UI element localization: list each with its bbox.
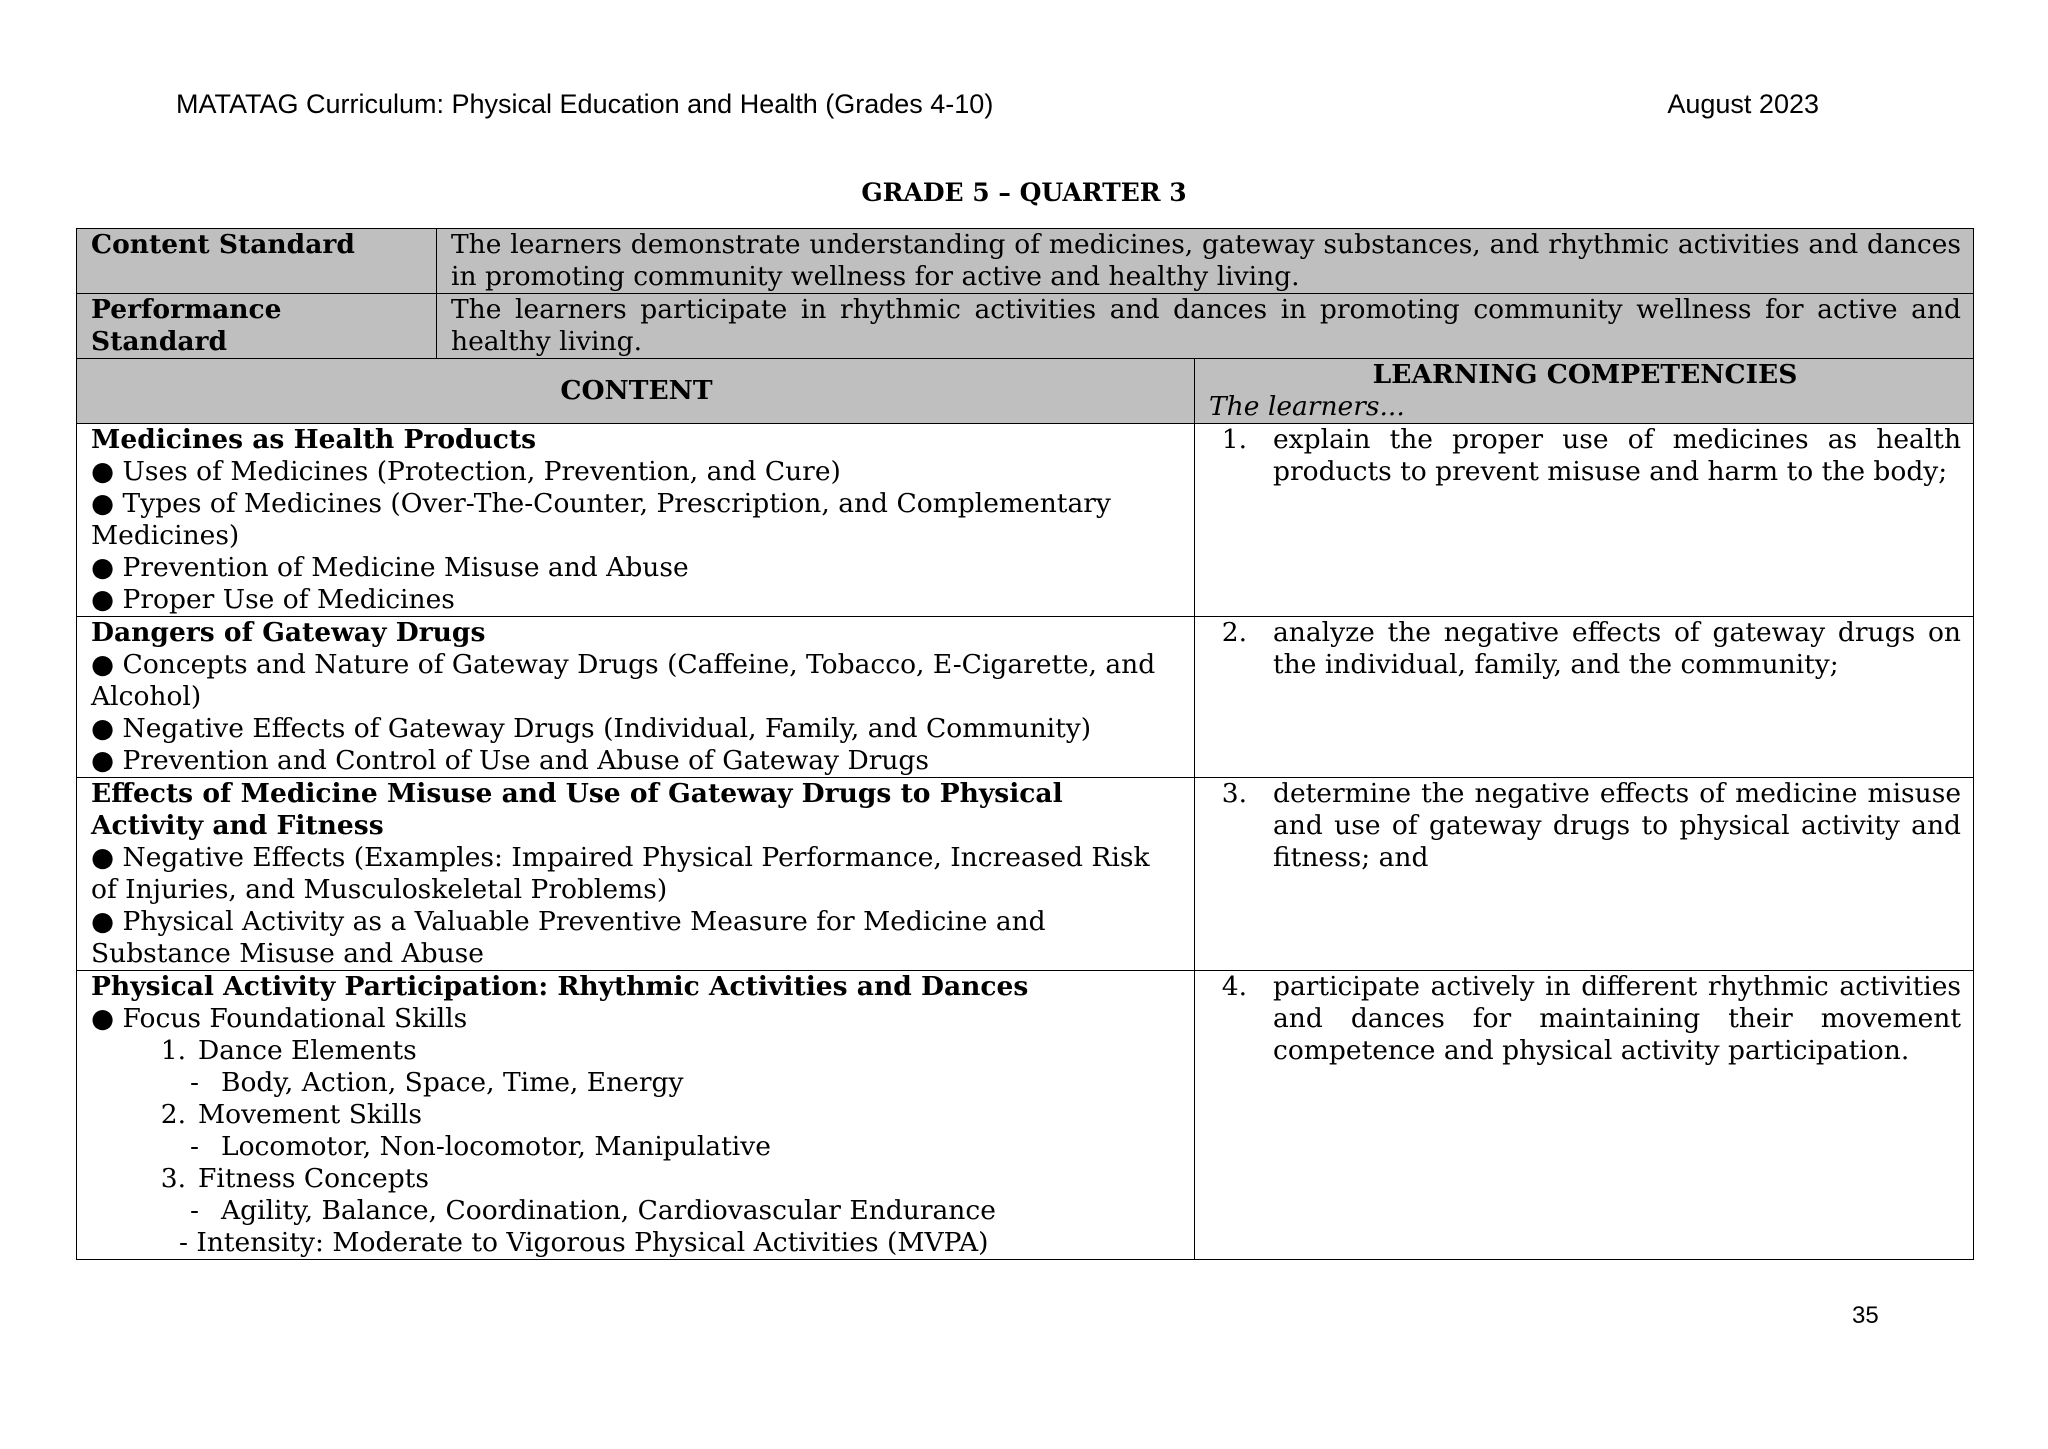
competency-number: 4. (1221, 971, 1247, 1002)
competency-text: analyze the negative effects of gateway drugs on the individual, family, and the community; (1273, 617, 1962, 680)
curriculum-table (76, 228, 1974, 1260)
list-item: ● Uses of Medicines (Protection, Prevention, and Cure) (91, 456, 841, 487)
competency-number: 2. (1221, 617, 1247, 648)
numbered-item (91, 1035, 1182, 1067)
list-item: ● Prevention and Control of Use and Abuse of Gateway Drugs (91, 745, 929, 776)
item-label: Dance Elements (198, 1035, 417, 1066)
content-cell (77, 971, 1195, 1260)
list-item: ● Focus Foundational Skills (91, 1003, 468, 1034)
item-number: 1. (160, 1035, 186, 1066)
list-item: ● Physical Activity as a Valuable Preventive Measure for Medicine and Substance Misuse and Abuse (91, 906, 1046, 969)
item-label: Fitness Concepts (198, 1163, 429, 1194)
dash-marker: - (190, 1195, 199, 1226)
performance-standard-text: The learners participate in rhythmic activities and dances in promoting community wellness for active and healthy living. (437, 294, 1974, 359)
page-number: 35 (1852, 1302, 1879, 1329)
item-label: Movement Skills (198, 1099, 422, 1130)
sub-item (91, 1067, 1182, 1099)
item-number: 2. (160, 1099, 186, 1130)
dash-marker: - (190, 1131, 199, 1162)
list-item: ● Prevention of Medicine Misuse and Abuse (91, 552, 689, 583)
numbered-item (91, 1099, 1182, 1131)
competency-cell (1195, 778, 1974, 971)
list-item: ● Proper Use of Medicines (91, 584, 455, 615)
content-column-header: CONTENT (77, 359, 1195, 424)
table-row (77, 971, 1974, 1260)
content-standard-row (77, 229, 1974, 294)
competency-cell (1195, 971, 1974, 1260)
content-standard-text: The learners demonstrate understanding of medicines, gateway substances, and rhythmic activities and dances in promoting community wellness for active and healthy living. (437, 229, 1974, 294)
dash-marker: - (190, 1067, 199, 1098)
list-item: ● Negative Effects of Gateway Drugs (Individual, Family, and Community) (91, 713, 1092, 744)
numbered-item (91, 1163, 1182, 1195)
competencies-header-title: LEARNING COMPETENCIES (1372, 359, 1798, 390)
list-item: ● Types of Medicines (Over-The-Counter, Prescription, and Complementary Medicines) (91, 488, 1111, 551)
grade-quarter-title: GRADE 5 – QUARTER 3 (861, 178, 1187, 207)
sub-item (91, 1131, 1182, 1163)
section-title: Dangers of Gateway Drugs (91, 617, 486, 648)
intensity-note: - Intensity: Moderate to Vigorous Physical Activities (MVPA) (179, 1227, 989, 1258)
document-header-title: MATATAG Curriculum: Physical Education and Health (Grades 4-10) (176, 89, 994, 119)
competencies-column-header (1195, 359, 1974, 424)
sub-item-text: Body, Action, Space, Time, Energy (221, 1067, 684, 1098)
document-header-date: August 2023 (1667, 89, 1819, 119)
competency-number: 1. (1221, 424, 1247, 455)
competency-text: participate actively in different rhythmic activities and dances for maintaining their movement competence and physical activity participation. (1273, 971, 1962, 1066)
column-header-row (77, 359, 1974, 424)
section-title: Effects of Medicine Misuse and Use of Gateway Drugs to Physical Activity and Fitness (91, 778, 1063, 841)
list-item: ● Negative Effects (Examples: Impaired Physical Performance, Increased Risk of Injuries, and Musculoskeletal Problems) (91, 842, 1150, 905)
table-row (77, 617, 1974, 778)
sub-item-text: Locomotor, Non-locomotor, Manipulative (221, 1131, 771, 1162)
competencies-header-subtitle: The learners... (1209, 391, 1405, 422)
content-cell (77, 778, 1195, 971)
competency-text: determine the negative effects of medicine misuse and use of gateway drugs to physical activity and fitness; and (1273, 778, 1962, 873)
list-item: ● Concepts and Nature of Gateway Drugs (Caffeine, Tobacco, E-Cigarette, and Alcohol) (91, 649, 1156, 712)
table-row (77, 424, 1974, 617)
performance-standard-label: Performance Standard (77, 294, 437, 359)
performance-standard-row (77, 294, 1974, 359)
sub-item (91, 1195, 1182, 1227)
section-title: Physical Activity Participation: Rhythmic Activities and Dances (91, 971, 1029, 1002)
content-standard-label: Content Standard (77, 229, 437, 294)
competency-cell (1195, 424, 1974, 617)
competency-number: 3. (1221, 778, 1247, 809)
content-cell (77, 617, 1195, 778)
item-number: 3. (160, 1163, 186, 1194)
competency-text: explain the proper use of medicines as health products to prevent misuse and harm to the body; (1273, 424, 1962, 487)
section-title: Medicines as Health Products (91, 424, 537, 455)
content-cell (77, 424, 1195, 617)
table-row (77, 778, 1974, 971)
sub-item-text: Agility, Balance, Coordination, Cardiovascular Endurance (221, 1195, 996, 1226)
competency-cell (1195, 617, 1974, 778)
